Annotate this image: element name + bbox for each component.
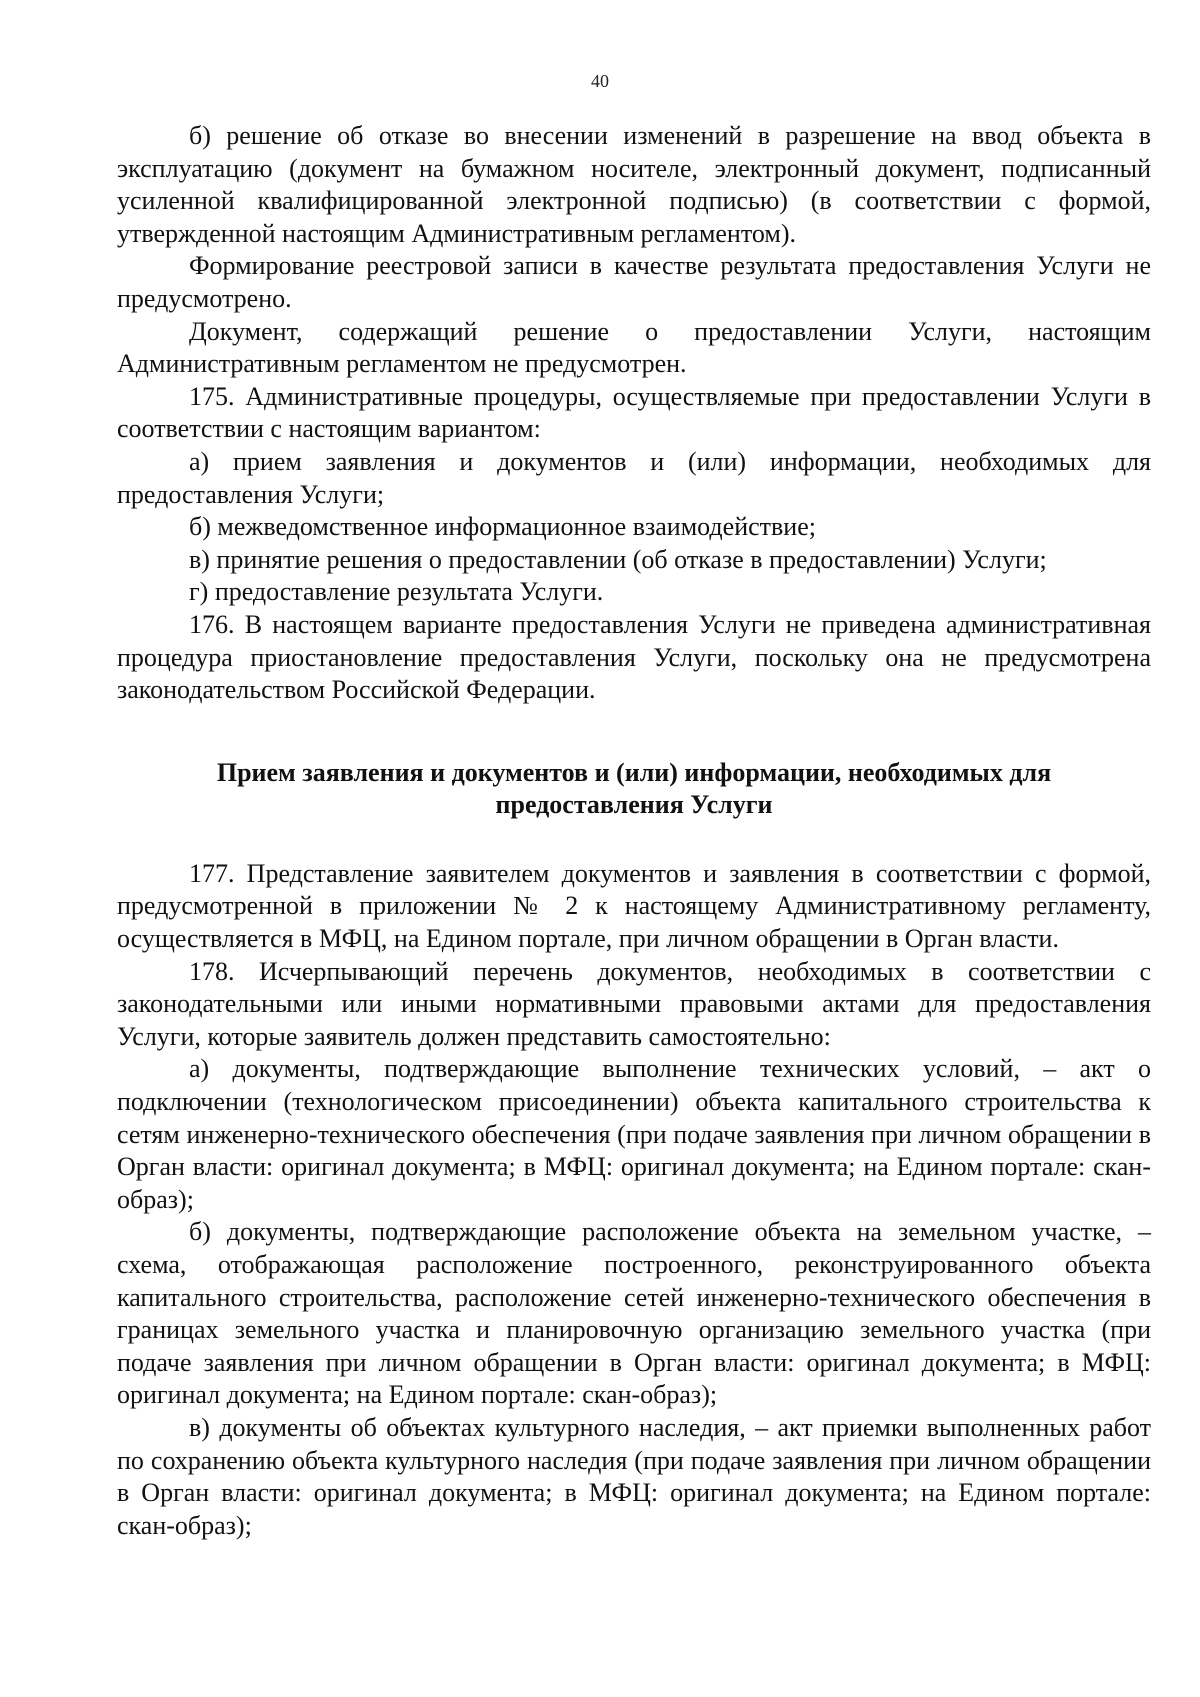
paragraph: 176. В настоящем варианте предоставления Услуги не приведена административная процедура приостановление предоставления Услуги, поскольку она не предусмотрена законодательством Российской Федерации. (117, 609, 1151, 705)
paragraph: в) принятие решения о предоставлении (об отказе в предоставлении) Услуги; (189, 544, 1047, 574)
paragraph: а) прием заявления и документов и (или) информации, необходимых для предоставления Услуги; (117, 446, 1151, 509)
paragraph: 178. Исчерпывающий перечень документов, необходимых в соответствии с законодательными или иными нормативными правовыми актами для предоставления Услуги, которые заявитель должен представить самостоятельно: (117, 956, 1151, 1051)
paragraph: б) межведомственное информационное взаимодействие; (189, 512, 816, 542)
paragraph: а) документы, подтверждающие выполнение технических условий, – акт о подключении (технологическом присоединении) объекта капитального строительства к сетям инженерно-технического обеспечения (при подаче заявления при личном обращении в Орган власти: оригинал документа; в МФЦ: оригинал документа; на Едином портале: скан-образ); (117, 1054, 1151, 1214)
page-number: 40 (591, 71, 609, 91)
document-body (117, 120, 1151, 1542)
paragraph: 177. Представление заявителем документов и заявления в соответствии с формой, предусмотренной в приложении № 2 к настоящему Административному регламенту, осуществляется в МФЦ, на Едином портале, при личном обращении в Орган власти. (117, 858, 1151, 954)
paragraph: б) документы, подтверждающие расположение объекта на земельном участке, – схема, отображающая расположение построенного, реконструированного объекта капитального строительства, расположение сетей инженерно-технического обеспечения в границах земельного участка и планировочную организацию земельного участка (при подаче заявления при личном обращении в Орган власти: оригинал документа; в МФЦ: оригинал документа; на Едином портале: скан-образ); (117, 1217, 1151, 1410)
paragraph: 175. Административные процедуры, осуществляемые при предоставлении Услуги в соответствии с настоящим вариантом: (117, 381, 1151, 444)
paragraph: в) документы об объектах культурного наследия, – акт приемки выполненных работ по сохранению объекта культурного наследия (при подаче заявления при личном обращении в Орган власти: оригинал документа; в МФЦ: оригинал документа; на Едином портале: скан-образ); (117, 1412, 1151, 1540)
section-heading: Прием заявления и документов и (или) информации, необходимых для предоставления Услуги (216, 757, 1052, 820)
paragraph: Формирование реестровой записи в качестве результата предоставления Услуги не предусмотрено. (117, 251, 1151, 313)
paragraph: б) решение об отказе во внесении изменений в разрешение на ввод объекта в эксплуатацию (документ на бумажном носителе, электронный документ, подписанный усиленной квалифицированной электронной подписью) (в соответствии с формой, утвержденной настоящим Административным регламентом). (117, 121, 1151, 248)
paragraph: Документ, содержащий решение о предоставлении Услуги, настоящим Административным регламентом не предусмотрен. (117, 316, 1151, 379)
paragraph: г) предоставление результата Услуги. (189, 577, 604, 607)
